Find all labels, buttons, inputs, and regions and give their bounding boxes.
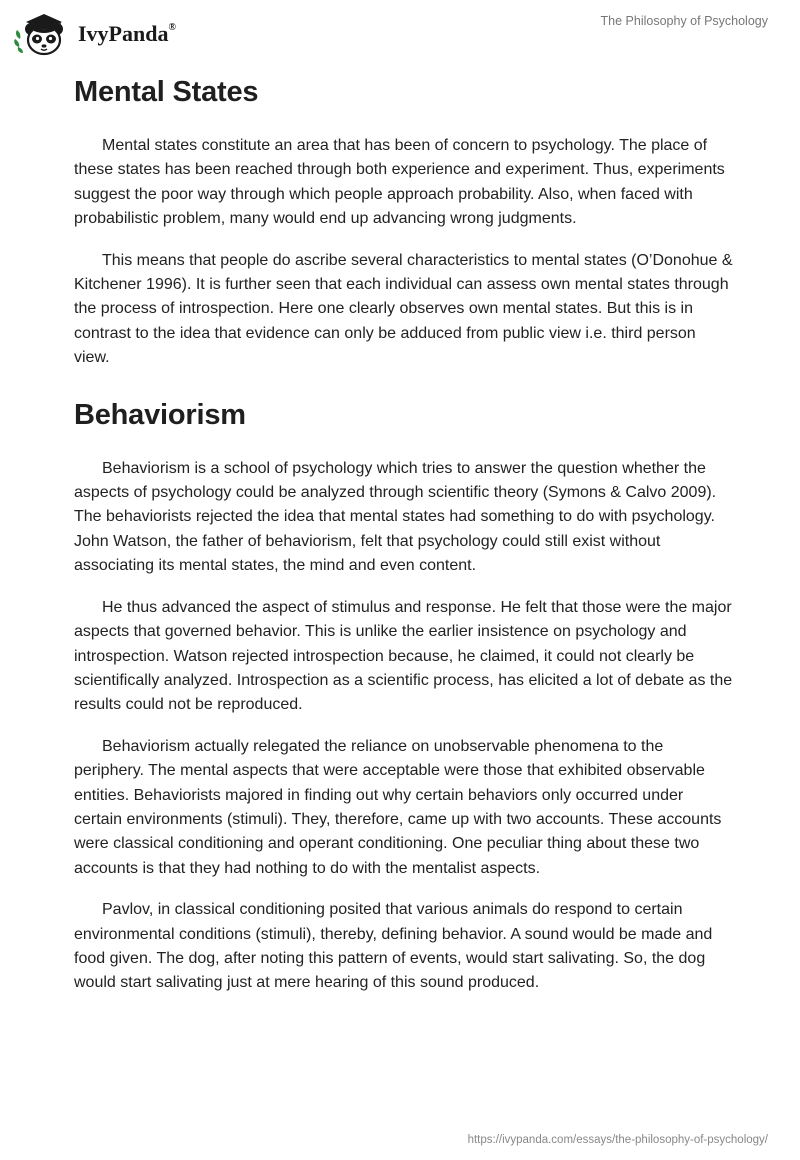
document-title: The Philosophy of Psychology	[600, 14, 768, 28]
paragraph: He thus advanced the aspect of stimulus and response. He felt that those were the major aspects that governed behavior. This is unlike the earlier insistence on psychology and introspection. Watson rejected introspection because, he claimed, it could not clearly be scientifically analyzed. Introspection as a scientific process, has elicited a lot of debate as the results could not be reproduced.	[74, 598, 733, 714]
brand-text: IvyPanda	[78, 21, 169, 46]
paragraph: Behaviorism actually relegated the reliance on unobservable phenomena to the periphery. The mental aspects that were acceptable were those that exhibited observable entities. Behaviorists majored in finding out why certain behaviors only occurred under certain environments (stimuli). They, therefore, came up with two accounts. These accounts were classical conditioning and operant conditioning. One peculiar thing about these two accounts is that they had nothing to do with the mentalist aspects.	[74, 737, 722, 877]
article-body	[74, 70, 734, 1013]
paragraph: Behaviorism is a school of psychology which tries to answer the question whether the aspects of psychology could be analyzed through scientific theory (Symons & Calvo 2009). The behaviorists rejected the idea that mental states had something to do with psychology. John Watson, the father of behaviorism, felt that psychology could still exist without associating its mental states, the mind and even content.	[74, 459, 717, 575]
paragraph: Pavlov, in classical conditioning posited that various animals do respond to certain environmental conditions (stimuli), thereby, defining behavior. A sound would be made and food given. The dog, after noting this pattern of events, would start salivating. So, the dog would start salivating just at mere hearing of this sound produced.	[74, 901, 713, 992]
paragraph: Mental states constitute an area that has been of concern to psychology. The place of these states has been reached through both experience and experiment. Thus, experiments suggest the poor way through which people approach probability. Also, when faced with probabilistic problem, many would end up advancing wrong judgments.	[74, 137, 725, 228]
section-heading-mental-states: Mental States	[74, 76, 259, 108]
registered-mark: ®	[168, 21, 176, 33]
ivypanda-logo[interactable]	[14, 8, 176, 58]
brand-name	[78, 21, 176, 47]
page-header	[0, 0, 800, 70]
section-heading-behaviorism: Behaviorism	[74, 398, 246, 431]
panda-graduate-icon	[14, 9, 72, 57]
source-url[interactable]: https://ivypanda.com/essays/the-philosophy-of-psychology/	[467, 1134, 768, 1146]
paragraph: This means that people do ascribe several characteristics to mental states (O’Donohue & Kitchener 1996). It is further seen that each individual can assess own mental states through the process of introspection. Here one clearly observes own mental states. But this is in contrast to the idea that evidence can only be adduced from public view i.e. third person view.	[74, 251, 733, 367]
